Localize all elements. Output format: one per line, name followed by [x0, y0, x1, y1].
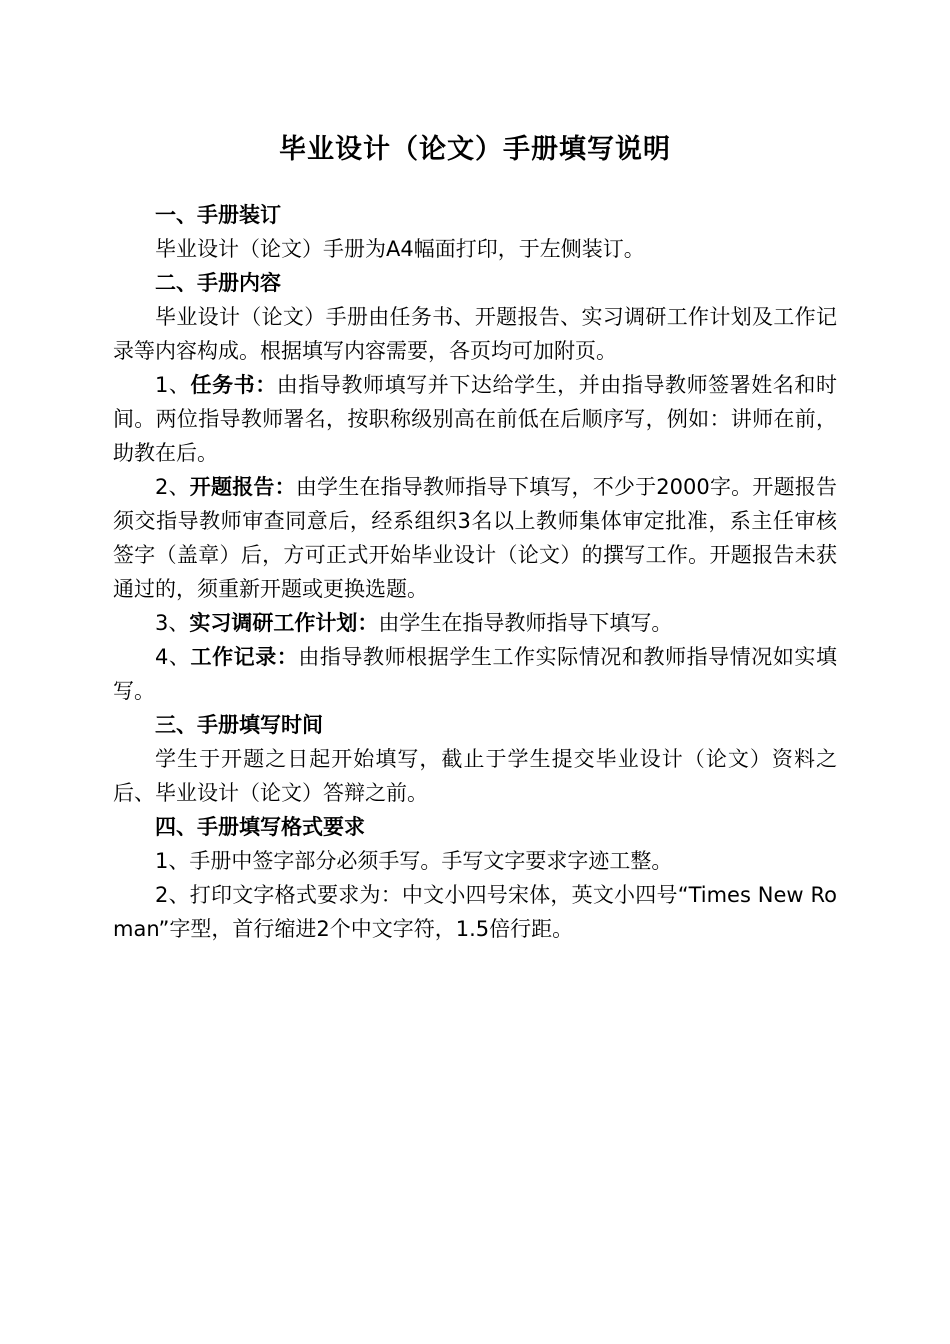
item-text: 由学生在指导教师指导下填写，不少于2000字。开题报告须交指导教师审查同意后，经系组织3名以上教师集体审定批准，系主任审核签字（盖章）后，方可正式开始毕业设计（论文）的撰写工作。开题报告未获通过的，须重新开题或更换选题。 [113, 475, 837, 601]
document-title: 毕业设计（论文）手册填写说明 [279, 134, 671, 165]
paragraph-fill-time: 学生于开题之日起开始填写，截止于学生提交毕业设计（论文）资料之后、毕业设计（论文）答辩之前。 [113, 747, 837, 805]
paragraph-format-signature: 1、手册中签字部分必须手写。手写文字要求字迹工整。 [155, 849, 673, 873]
item-internship-plan [113, 606, 837, 640]
section-heading-contents: 二、手册内容 [155, 271, 281, 295]
item-term: 任务书： [190, 373, 277, 397]
item-work-record [113, 640, 837, 708]
section-heading-binding: 一、手册装订 [155, 203, 281, 227]
section-heading-format: 四、手册填写格式要求 [155, 815, 365, 839]
item-text: 由指导教师填写并下达给学生，并由指导教师签署姓名和时间。两位指导教师署名，按职称级别高在前低在后顺序写，例如：讲师在前，助教在后。 [113, 373, 837, 465]
section-heading-fill-time: 三、手册填写时间 [155, 713, 323, 737]
document-body [113, 198, 837, 946]
paragraph-format-print: 2、打印文字格式要求为：中文小四号宋体，英文小四号“Times New Roman”字型，首行缩进2个中文字符，1.5倍行距。 [113, 883, 837, 941]
item-term: 开题报告： [189, 475, 296, 499]
paragraph-contents-intro: 毕业设计（论文）手册由任务书、开题报告、实习调研工作计划及工作记录等内容构成。根据填写内容需要，各页均可加附页。 [113, 305, 837, 363]
item-term: 实习调研工作计划： [189, 611, 379, 635]
item-proposal-report [113, 470, 837, 606]
item-number: 3、 [155, 611, 190, 635]
item-number: 1、 [155, 373, 191, 397]
item-number: 2、 [155, 475, 190, 499]
item-task-book [113, 368, 837, 470]
item-number: 4、 [155, 645, 191, 669]
item-text: 由指导教师根据学生工作实际情况和教师指导情况如实填写。 [113, 645, 837, 703]
item-term: 工作记录： [190, 645, 299, 669]
item-text: 由学生在指导教师指导下填写。 [378, 611, 673, 635]
paragraph-binding: 毕业设计（论文）手册为A4幅面打印，于左侧装订。 [155, 237, 645, 261]
